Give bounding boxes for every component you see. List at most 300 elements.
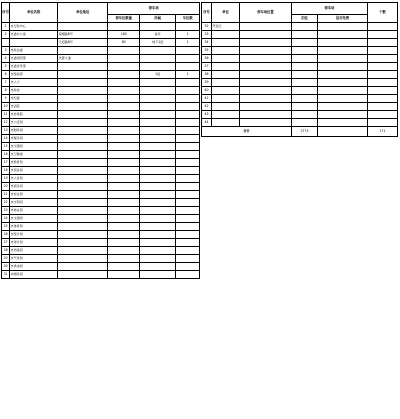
left-cell-no: 7 [2,79,10,87]
left-cell-no: 20 [2,183,10,191]
left-cell-a [108,199,140,207]
left-cell-no: 11 [2,111,10,119]
right-cell-b [318,79,368,87]
left-cell-no: 13 [2,127,10,135]
left-cell-name: 市水利局 [10,199,58,207]
left-cell-a [108,55,140,63]
right-cell-a [292,103,318,111]
right-cell-a [292,63,318,71]
right-cell-addr [240,95,292,103]
left-cell-b [140,223,176,231]
right-cell-no: 33 [202,31,212,39]
right-cell-a [292,31,318,39]
left-row [2,159,200,167]
left-cell-a [108,23,140,31]
left-cell-name: 市纪委 [10,95,58,103]
left-cell-addr [58,127,108,135]
right-cell-a [292,39,318,47]
left-cell-name: 市人社局 [10,175,58,183]
left-cell-b [140,119,176,127]
left-cell-no: 3 [2,47,10,55]
left-row [2,23,200,31]
left-cell-c [176,271,200,279]
left-cell-c [176,87,200,95]
right-cell-no: 42 [202,103,212,111]
left-cell-c [176,135,200,143]
left-cell-name: 市卫健委 [10,151,58,159]
right-cell-a [292,71,318,79]
spaces-header: 车位数 [176,15,200,23]
left-cell-a [108,151,140,159]
left-cell-a [108,239,140,247]
right-cell-a [292,55,318,63]
left-cell-b [140,111,176,119]
free-header: 是否免费 [318,15,368,23]
left-table [1,2,200,279]
left-row [2,167,200,175]
left-cell-b [140,239,176,247]
right-cell-b [318,95,368,103]
right-row [202,55,398,63]
left-cell-no: 14 [2,135,10,143]
right-count-header: 个数 [368,3,398,23]
left-cell-a [108,127,140,135]
left-cell-addr [58,223,108,231]
right-cell-b [318,63,368,71]
left-cell-c [176,95,200,103]
right-cell-addr [240,79,292,87]
left-cell-addr [58,143,108,151]
left-cell-c [176,207,200,215]
left-cell-no: 10 [2,103,10,111]
left-cell-name: 市委宣传部 [10,63,58,71]
right-cell-name [212,63,240,71]
left-cell-name: 市统战部 [10,71,58,79]
left-row [2,71,200,79]
left-cell-b [140,135,176,143]
left-table-body [2,23,200,279]
left-cell-addr [58,247,108,255]
left-cell-c [176,263,200,271]
left-cell-addr [58,215,108,223]
left-row [2,31,200,39]
right-row [202,79,398,87]
left-cell-a [108,71,140,79]
left-cell-b [140,215,176,223]
left-cell-addr [58,167,108,175]
left-row [2,215,200,223]
right-parking-group-header: 停车场 [292,3,368,15]
left-cell-no: 25 [2,223,10,231]
left-cell-c [176,167,200,175]
left-cell-b [140,191,176,199]
left-cell-b [140,255,176,263]
right-cell-c [368,47,398,55]
left-cell-b [140,151,176,159]
right-cell-no: 32 [202,23,212,31]
right-cell-a [292,95,318,103]
left-cell-c [176,223,200,231]
left-cell-c [176,215,200,223]
left-cell-a [108,167,140,175]
left-cell-a [108,271,140,279]
left-cell-b [140,207,176,215]
left-cell-name: 市气象局 [10,255,58,263]
right-row [202,103,398,111]
left-cell-c [176,23,200,31]
left-cell-no [2,39,10,47]
left-cell-no: 24 [2,215,10,223]
left-cell-c [176,255,200,263]
left-cell-addr: 洪都大道 [58,55,108,63]
left-cell-c [176,183,200,191]
right-cell-addr [240,23,292,31]
left-cell-a [108,183,140,191]
left-cell-b [140,247,176,255]
right-cell-c [368,31,398,39]
right-cell-addr [240,111,292,119]
left-cell-c [176,175,200,183]
left-cell-name: 市公安局 [10,119,58,127]
left-cell-addr [58,263,108,271]
left-cell-name: 市民政局 [10,167,58,175]
left-cell-name: 市农业局 [10,191,58,199]
left-cell-a [108,207,140,215]
left-cell-c [176,143,200,151]
left-cell-a [108,47,140,55]
left-row [2,95,200,103]
left-row [2,231,200,239]
left-cell-addr [58,159,108,167]
left-cell-c [176,119,200,127]
left-cell-b [140,55,176,63]
right-cell-b [318,87,368,95]
capacity-header: 泊位 [292,15,318,23]
left-row [2,191,200,199]
right-table [201,2,398,137]
left-cell-c [176,111,200,119]
left-row [2,63,200,71]
left-row [2,183,200,191]
left-cell-c: 1 [176,71,200,79]
right-cell-name [212,39,240,47]
right-cell-b [318,103,368,111]
right-cell-addr [240,63,292,71]
left-cell-no: 18 [2,167,10,175]
right-cell-addr [240,103,292,111]
left-cell-no: 17 [2,159,10,167]
right-cell-b [318,55,368,63]
right-cell-no: 39 [202,79,212,87]
left-cell-a [108,263,140,271]
left-row [2,263,200,271]
left-cell-a [108,87,140,95]
left-cell-b [140,183,176,191]
right-cell-b [318,23,368,31]
left-header-row [2,3,200,15]
address-header: 单位地址 [58,3,108,23]
left-cell-c [176,159,200,167]
right-cell-b [318,39,368,47]
left-cell-addr [58,183,108,191]
no-header: 序号 [2,3,10,23]
open-count-header: 停车位数量 [108,15,140,23]
left-cell-addr [58,231,108,239]
left-cell-b: 室外 [140,31,176,39]
left-row [2,111,200,119]
left-cell-addr [58,151,108,159]
right-row [202,39,398,47]
right-cell-a [292,47,318,55]
left-cell-addr: 观塘路8号 [58,31,108,39]
left-cell-no: 16 [2,151,10,159]
left-cell-c [176,103,200,111]
left-cell-no: 23 [2,207,10,215]
right-cell-name [212,87,240,95]
left-cell-a [108,247,140,255]
left-cell-b [140,199,176,207]
left-cell-b [140,87,176,95]
left-cell-c [176,239,200,247]
right-cell-no: 41 [202,95,212,103]
left-row [2,79,200,87]
left-cell-addr [58,207,108,215]
left-cell-name: 市教育局 [10,159,58,167]
left-cell-b [140,103,176,111]
left-cell-c [176,231,200,239]
left-cell-c [176,79,200,87]
left-cell-b: 1层 [140,71,176,79]
left-cell-no: 29 [2,255,10,263]
left-cell-c [176,191,200,199]
left-cell-b [140,271,176,279]
left-cell-a [108,143,140,151]
left-cell-a [108,175,140,183]
left-row [2,151,200,159]
total-label: 合计 [202,127,292,137]
left-cell-a [108,119,140,127]
right-cell-a [292,23,318,31]
right-cell-name [212,111,240,119]
left-cell-name: 市交通局 [10,143,58,151]
left-cell-a [108,111,140,119]
left-cell-no: 4 [2,55,10,63]
left-cell-addr [58,63,108,71]
right-cell-c [368,103,398,111]
left-cell-name: 市行政中心 [10,23,58,31]
left-cell-addr: 天府路8号 [58,39,108,47]
left-cell-b [140,23,176,31]
left-cell-addr [58,71,108,79]
left-cell-addr [58,191,108,199]
left-cell-addr [58,87,108,95]
left-cell-a [108,231,140,239]
left-row [2,127,200,135]
right-table-body [202,23,398,127]
left-cell-b [140,95,176,103]
right-cell-no: 44 [202,119,212,127]
left-cell-b [140,167,176,175]
right-cell-no: 37 [202,63,212,71]
left-cell-name: 市体育局 [10,223,58,231]
left-cell-no: 9 [2,95,10,103]
left-cell-b [140,63,176,71]
total-spaces: 2773 [292,127,318,137]
left-row [2,39,200,47]
left-cell-addr [58,239,108,247]
right-cell-name: 开发区 [212,23,240,31]
right-cell-no: 36 [202,55,212,63]
right-cell-a [292,79,318,87]
left-cell-a: 60 [108,39,140,47]
left-row [2,47,200,55]
right-cell-name [212,71,240,79]
right-parking-place-header: 停车场位置 [240,3,292,23]
parking-group-header: 停车场 [108,3,200,15]
left-cell-a [108,79,140,87]
left-cell-addr [58,119,108,127]
right-cell-name [212,103,240,111]
right-no-header: 序号 [202,3,212,23]
left-row [2,87,200,95]
left-cell-no: 12 [2,119,10,127]
right-row [202,23,398,31]
left-cell-name: 市税务局 [10,135,58,143]
left-cell-name: 市委组织部 [10,55,58,63]
left-row [2,175,200,183]
right-cell-b [318,71,368,79]
left-row [2,55,200,63]
right-cell-name [212,79,240,87]
left-row [2,143,200,151]
left-cell-a [108,223,140,231]
left-cell-addr [58,135,108,143]
right-cell-name [212,55,240,63]
left-cell-no: 31 [2,271,10,279]
left-cell-addr [58,23,108,31]
left-cell-a [108,135,140,143]
left-cell-addr [58,111,108,119]
right-cell-b [318,31,368,39]
left-row [2,103,200,111]
left-row [2,239,200,247]
left-cell-addr [58,199,108,207]
left-cell-a: 160 [108,31,140,39]
left-cell-name: 市委办公室 [10,31,58,39]
right-row [202,119,398,127]
left-cell-c [176,247,200,255]
left-cell-addr [58,47,108,55]
left-cell-name: 市档案局 [10,247,58,255]
left-cell-no: 19 [2,175,10,183]
left-cell-b [140,47,176,55]
right-row [202,71,398,79]
left-cell-b [140,263,176,271]
left-cell-name: 市供电局 [10,263,58,271]
left-cell-addr [58,175,108,183]
left-cell-name: 市检察院 [10,111,58,119]
left-cell-no: 8 [2,87,10,95]
right-cell-b [318,119,368,127]
left-cell-c [176,151,200,159]
right-cell-no: 35 [202,47,212,55]
left-cell-a [108,215,140,223]
left-row [2,247,200,255]
right-cell-c [368,111,398,119]
left-cell-name: 市统计局 [10,231,58,239]
right-cell-b [318,111,368,119]
right-cell-addr [240,87,292,95]
right-cell-c [368,79,398,87]
right-cell-c [368,23,398,31]
left-cell-name: 市人大 [10,79,58,87]
left-cell-c [176,199,200,207]
left-cell-name: 市政法委 [10,47,58,55]
left-cell-no: 22 [2,199,10,207]
unit-header: 单位名称 [10,3,58,23]
left-cell-name: 市商务局 [10,183,58,191]
left-cell-c [176,127,200,135]
left-cell-no: 30 [2,263,10,271]
right-cell-no: 40 [202,87,212,95]
left-cell-c: 1 [176,39,200,47]
right-row [202,47,398,55]
right-cell-c [368,63,398,71]
right-cell-a [292,119,318,127]
left-cell-b [140,159,176,167]
left-cell-no: 26 [2,231,10,239]
right-cell-name [212,119,240,127]
right-row [202,63,398,71]
left-row [2,135,200,143]
left-cell-no: 6 [2,71,10,79]
left-cell-a [108,255,140,263]
left-cell-name: 市政协 [10,87,58,95]
left-cell-no: 2 [2,31,10,39]
right-row [202,95,398,103]
left-cell-no: 21 [2,191,10,199]
left-cell-addr [58,95,108,103]
right-cell-addr [240,55,292,63]
right-cell-c [368,95,398,103]
right-cell-addr [240,119,292,127]
left-cell-addr [58,103,108,111]
right-cell-name [212,47,240,55]
left-cell-c [176,63,200,71]
left-row [2,119,200,127]
left-cell-b [140,231,176,239]
left-cell-no: 27 [2,239,10,247]
left-cell-no: 1 [2,23,10,31]
right-cell-addr [240,47,292,55]
left-cell-b [140,143,176,151]
left-cell-no: 5 [2,63,10,71]
right-row [202,31,398,39]
left-cell-b: 地下1层 [140,39,176,47]
right-cell-no: 43 [202,111,212,119]
right-cell-addr [240,71,292,79]
right-cell-name [212,31,240,39]
left-cell-c: 1 [176,31,200,39]
left-cell-name [10,39,58,47]
left-cell-c [176,47,200,55]
left-row [2,199,200,207]
left-cell-name: 市法院 [10,103,58,111]
left-row [2,271,200,279]
left-cell-a [108,63,140,71]
left-cell-a [108,159,140,167]
left-cell-name: 市文旅局 [10,215,58,223]
